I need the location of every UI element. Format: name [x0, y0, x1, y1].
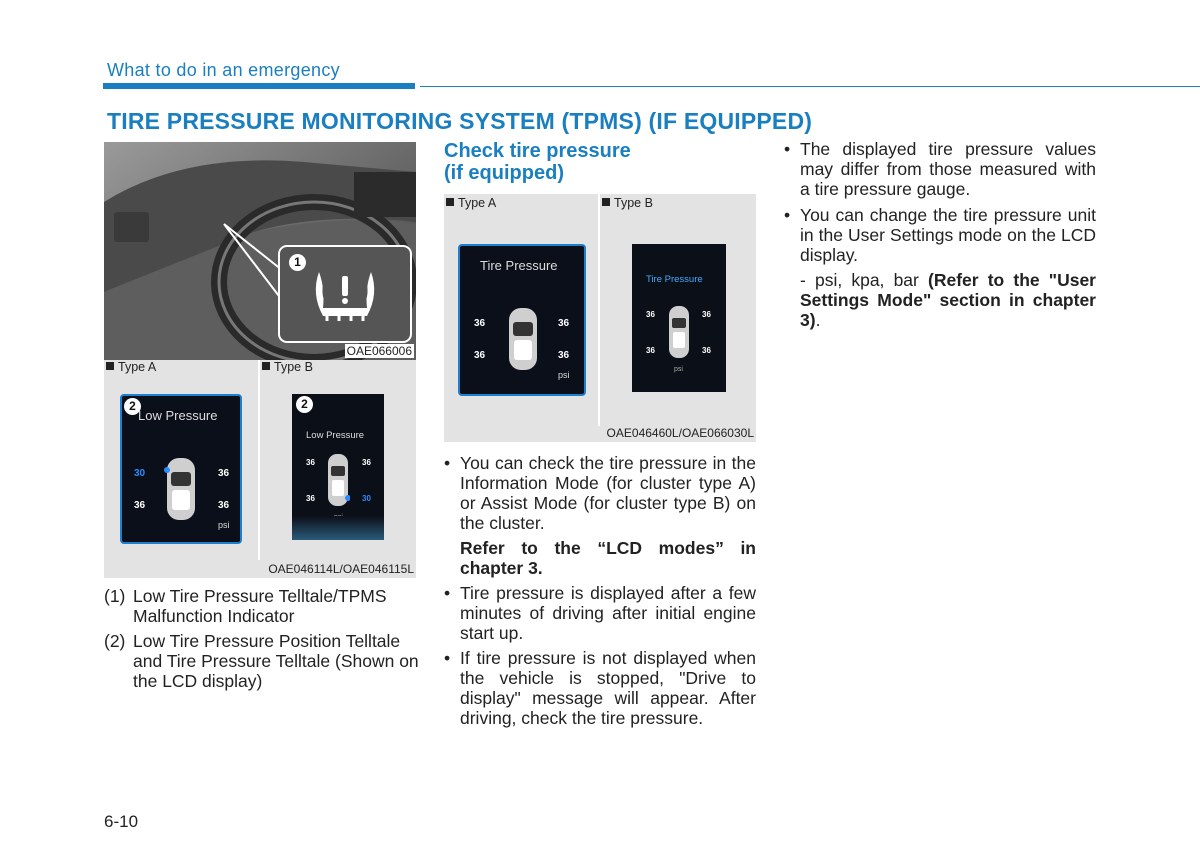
callout-2: 2	[124, 398, 141, 415]
tire-rl-value: 36	[474, 350, 486, 361]
car-top-icon	[506, 306, 540, 372]
legend-item-1: (1) Low Tire Pressure Telltale/TPMS Malfunction Indicator	[104, 586, 387, 626]
tire-rl-value: 36	[306, 494, 315, 503]
unit-label: psi	[674, 366, 683, 373]
list-item: • You can check the tire pressure in the Information Mode (for cluster type A) or Assist Mode (for cluster type B) on the cluster.	[444, 453, 756, 533]
list-item: • If tire pressure is not displayed when the vehicle is stopped, "Drive to display" message will appear. After driving, check the tire pressure.	[444, 648, 756, 728]
tire-rr-value: 36	[218, 500, 230, 511]
tire-fl-value: 36	[474, 318, 486, 329]
list-item: • You can change the tire pressure unit in the User Settings mode on the LCD display.	[784, 205, 1096, 265]
lcd-type-b	[632, 244, 726, 392]
right-bullets	[784, 139, 1096, 330]
header-rule-accent	[103, 83, 415, 89]
legend-item-2: (2) Low Tire Pressure Position Telltale and Tire Pressure Telltale (Shown on the LCD display)	[104, 631, 419, 691]
type-a-label: Type A	[106, 360, 156, 374]
dashboard-photo	[104, 142, 416, 360]
tire-fr-value: 36	[558, 318, 570, 329]
lcd-title: Tire Pressure	[646, 274, 703, 285]
header-rule	[420, 86, 1200, 87]
figure-code: OAE066006	[346, 344, 412, 358]
car-top-icon	[667, 304, 691, 360]
section-heading: Check tire pressure (if equipped)	[444, 140, 631, 184]
lcd-title: Tire Pressure	[480, 258, 558, 273]
list-item: • Tire pressure is displayed after a few minutes of driving after initial engine start up.	[444, 583, 756, 643]
tire-rr-value: 30	[362, 494, 371, 503]
reference-note: Refer to the “LCD modes” in chapter 3.	[460, 538, 756, 578]
list-item: • The displayed tire pressure values may differ from those measured with a tire pressure gauge.	[784, 139, 1096, 199]
tire-pressure-figure	[444, 194, 756, 442]
tire-rl-value: 36	[646, 346, 655, 355]
figure-code: OAE046114L/OAE046115L	[268, 562, 414, 576]
legend	[104, 586, 419, 691]
sub-item: - psi, kpa, bar (Refer to the "User Settings Mode" section in chapter 3).	[800, 270, 1096, 330]
section-label: What to do in an emergency	[107, 60, 340, 80]
divider	[598, 194, 600, 426]
lcd-type-b	[292, 394, 384, 540]
tire-rr-value: 36	[702, 346, 711, 355]
page-title: TIRE PRESSURE MONITORING SYSTEM (TPMS) (IF EQUIPPED)	[107, 108, 813, 134]
tire-fl-value: 36	[306, 458, 315, 467]
type-b-label: Type B	[602, 196, 653, 210]
lcd-title: Low Pressure	[306, 430, 365, 441]
lcd-type-a	[458, 244, 586, 396]
divider	[258, 360, 260, 560]
unit-label: psi	[558, 370, 570, 380]
car-top-icon	[164, 456, 198, 522]
type-b-label: Type B	[262, 360, 313, 374]
lcd-glow	[292, 516, 384, 540]
lcd-type-a	[120, 394, 242, 544]
tire-fl-value: 36	[646, 310, 655, 319]
check-bullets	[444, 453, 756, 728]
callout-2: 2	[296, 396, 313, 413]
type-a-label: Type A	[446, 196, 496, 210]
figure-code: OAE046460L/OAE066030L	[606, 426, 754, 440]
low-pressure-figure	[104, 360, 416, 578]
page-number: 6-10	[104, 812, 139, 831]
tire-fr-value: 36	[702, 310, 711, 319]
unit-label: psi	[218, 520, 230, 530]
lcd-title: Low Pressure	[138, 408, 218, 423]
tire-fl-value: 30	[134, 468, 146, 479]
tire-fr-value: 36	[362, 458, 371, 467]
tire-rr-value: 36	[558, 350, 570, 361]
tire-rl-value: 36	[134, 500, 146, 511]
dashboard-illustration	[104, 142, 416, 360]
tire-fr-value: 36	[218, 468, 230, 479]
callout-1: 1	[289, 254, 306, 271]
car-top-icon	[326, 452, 350, 508]
